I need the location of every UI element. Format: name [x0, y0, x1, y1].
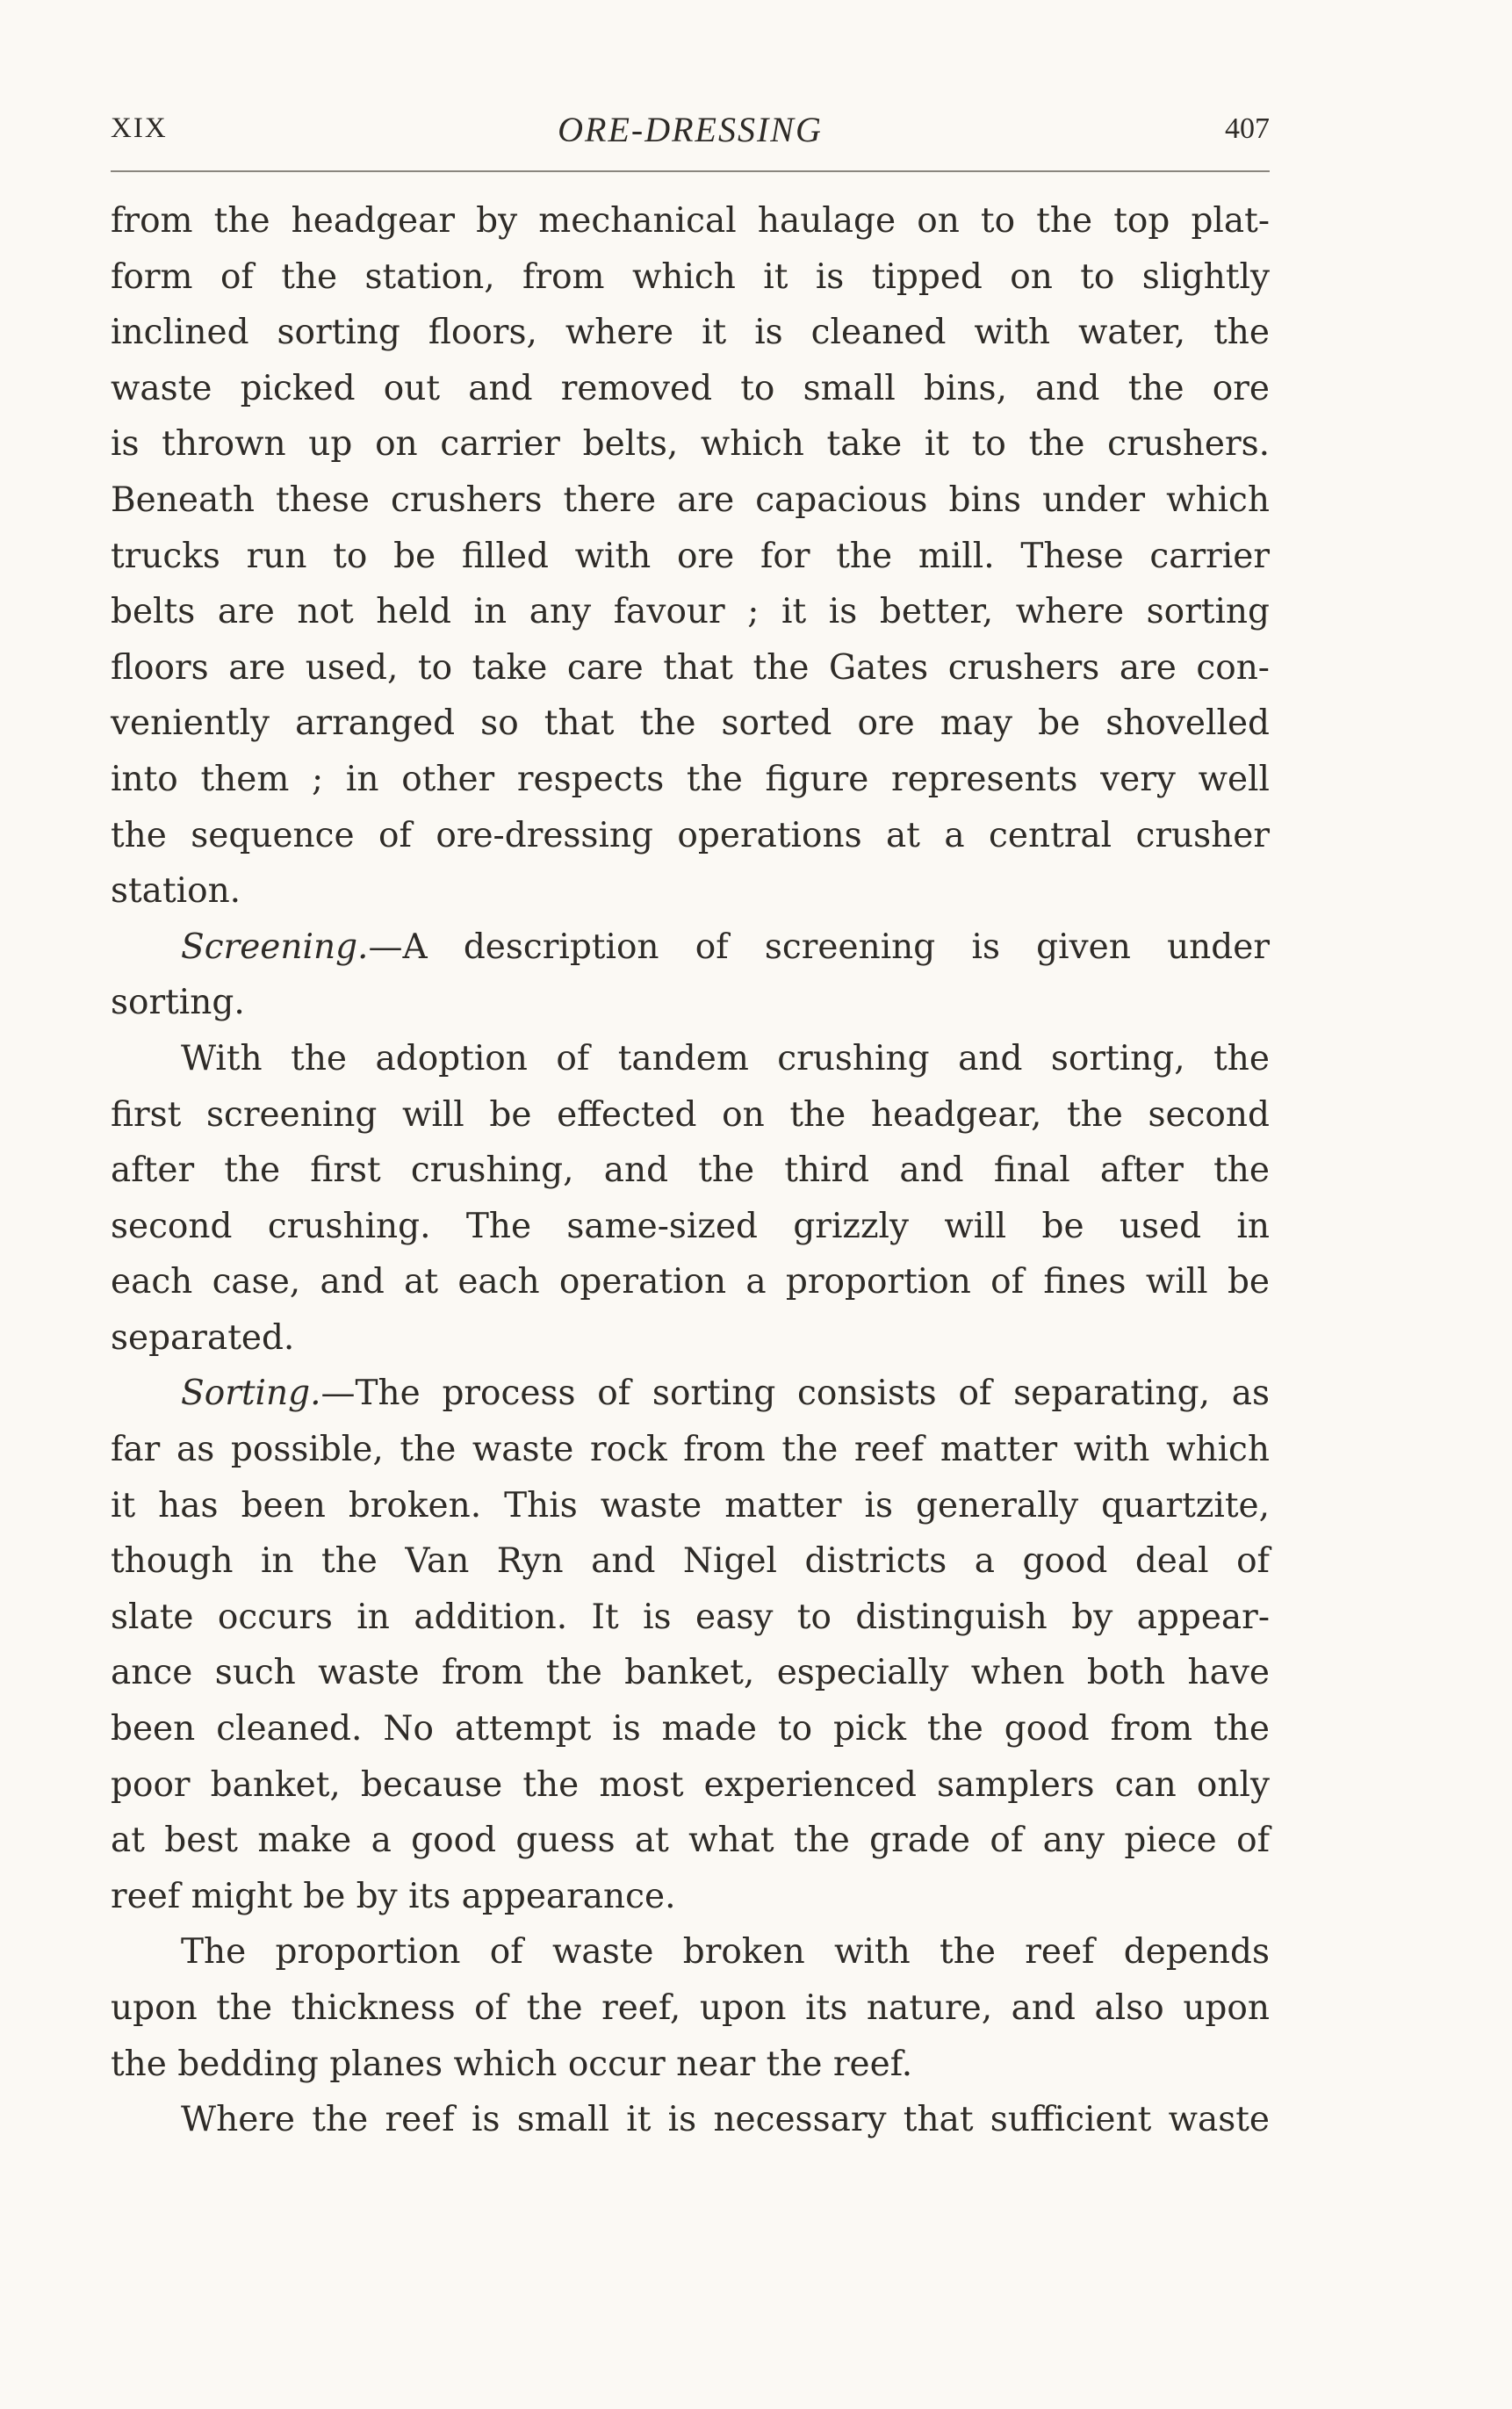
running-title: ORE-DRESSING: [558, 110, 823, 149]
text-line: upon the thickness of the reef, upon its nature, and also upon: [111, 1988, 1270, 2028]
line-text: —The process of sorting consists of separating, as: [320, 1374, 1270, 1414]
text-line: form of the station, from which it is tipped on to slightly: [111, 256, 1270, 297]
text-line: With the adoption of tandem crushing and sorting, the: [181, 1038, 1270, 1078]
header-rule: [111, 170, 1270, 172]
text-line: is thrown up on carrier belts, which take it to the crushers.: [111, 424, 1270, 465]
text-line: poor banket, because the most experienced samplers can only: [111, 1764, 1270, 1805]
section-heading: Screening.: [181, 927, 369, 967]
text-line: into them ; in other respects the figure represents very well: [111, 759, 1270, 799]
text-line: far as possible, the waste rock from the reef matter with which: [111, 1430, 1270, 1470]
body-text: [111, 193, 1270, 2148]
text-line: Where the reef is small it is necessary that sufficient waste: [181, 2100, 1270, 2140]
text-line: [111, 1366, 1270, 1422]
chapter-number: XIX: [111, 112, 168, 144]
text-line: though in the Van Ryn and Nigel districts a good deal of: [111, 1541, 1270, 1582]
text-line: inclined sorting floors, where it is cleaned with water, the: [111, 313, 1270, 353]
text-line: floors are used, to take care that the Gates crushers are con-: [111, 647, 1270, 688]
text-line: station.: [111, 871, 241, 912]
text-line: belts are not held in any favour ; it is better, where sorting: [111, 592, 1270, 632]
text-line: ance such waste from the banket, especially when both have: [111, 1653, 1270, 1693]
text-line: first screening will be effected on the headgear, the second: [111, 1094, 1270, 1135]
text-line: each case, and at each operation a proportion of fines will be: [111, 1262, 1270, 1302]
text-line: second crushing. The same-sized grizzly will be used in: [111, 1206, 1270, 1246]
text-line: it has been broken. This waste matter is generally quartzite,: [111, 1485, 1270, 1525]
page-number: 407: [1225, 112, 1270, 145]
text-line: at best make a good guess at what the grade of any piece of: [111, 1821, 1270, 1861]
text-line: the sequence of ore-dressing operations at a central crusher: [111, 815, 1270, 855]
text-line: veniently arranged so that the sorted ore may be shovelled: [111, 703, 1270, 744]
section-heading: Sorting.: [181, 1374, 321, 1414]
text-line: The proportion of waste broken with the reef depends: [181, 1932, 1270, 1973]
text-line: trucks run to be filled with ore for the mill. These carrier: [111, 536, 1270, 576]
text-line: slate occurs in addition. It is easy to distinguish by appear-: [111, 1597, 1270, 1637]
text-line: after the first crushing, and the third and final after the: [111, 1150, 1270, 1191]
running-header: [111, 104, 1270, 156]
line-text: —A description of screening is given under: [368, 927, 1270, 967]
text-line: been cleaned. No attempt is made to pick the good from the: [111, 1709, 1270, 1749]
text-line: from the headgear by mechanical haulage on to the top plat-: [111, 201, 1270, 241]
text-line: reef might be by its appearance.: [111, 1876, 676, 1916]
text-line: the bedding planes which occur near the reef.: [111, 2044, 913, 2084]
text-line: separated.: [111, 1317, 295, 1358]
text-line: [111, 920, 1270, 976]
text-line: Beneath these crushers there are capacious bins under which: [111, 480, 1270, 520]
text-line: sorting.: [111, 983, 245, 1023]
text-line: waste picked out and removed to small bins, and the ore: [111, 368, 1270, 408]
